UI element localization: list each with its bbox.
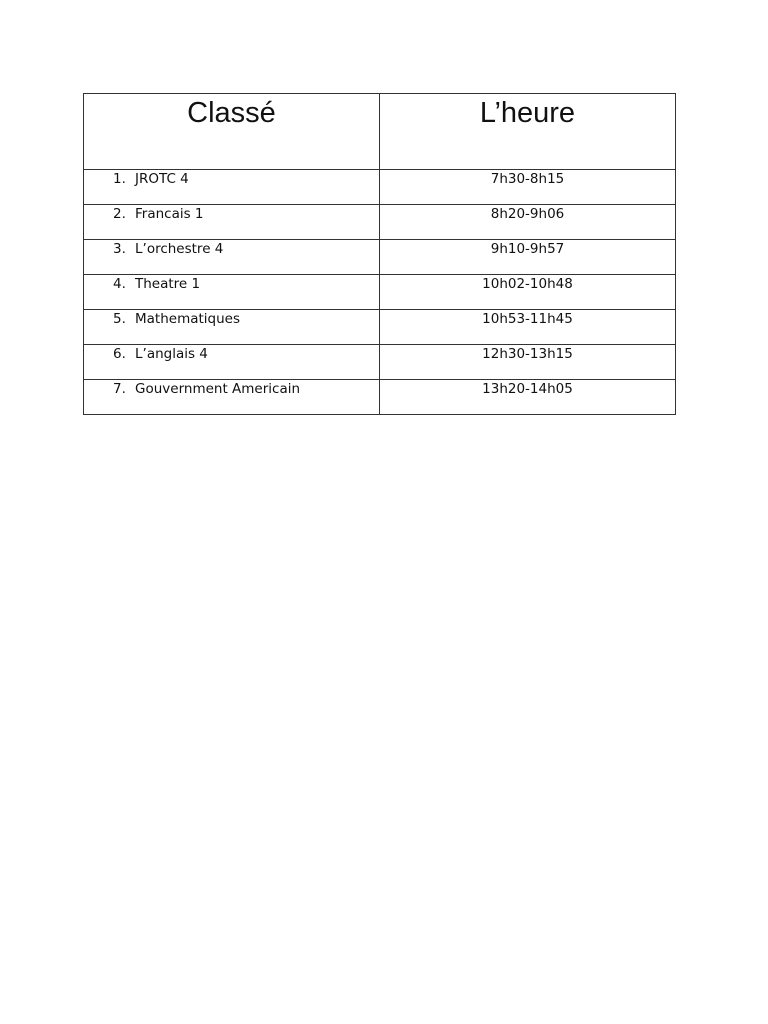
table-row xyxy=(84,310,676,345)
class-cell xyxy=(84,275,380,310)
class-name: Francais 1 xyxy=(135,206,204,222)
class-name: Gouvernment Americain xyxy=(135,381,301,397)
row-number: 3. xyxy=(113,241,126,257)
table-row xyxy=(84,170,676,205)
time-cell: 10h53-11h45 xyxy=(380,310,676,345)
class-cell xyxy=(84,170,380,205)
time-cell: 12h30-13h15 xyxy=(380,345,676,380)
row-number: 1. xyxy=(113,171,126,187)
class-cell xyxy=(84,205,380,240)
column-header-time: L’heure xyxy=(380,94,676,170)
class-cell xyxy=(84,380,380,415)
time-cell: 7h30-8h15 xyxy=(380,170,676,205)
row-number: 7. xyxy=(113,381,126,397)
class-name: L’orchestre 4 xyxy=(135,241,224,257)
table-row xyxy=(84,380,676,415)
row-number: 5. xyxy=(113,311,126,327)
table-row xyxy=(84,275,676,310)
table-row xyxy=(84,345,676,380)
row-number: 6. xyxy=(113,346,126,362)
table-header-row xyxy=(84,94,676,170)
class-cell xyxy=(84,310,380,345)
row-number: 2. xyxy=(113,206,126,222)
class-name: Mathematiques xyxy=(135,311,241,327)
class-name: L’anglais 4 xyxy=(135,346,208,362)
column-header-class: Classé xyxy=(84,94,380,170)
class-cell xyxy=(84,345,380,380)
schedule-table xyxy=(83,93,676,415)
time-cell: 13h20-14h05 xyxy=(380,380,676,415)
row-number: 4. xyxy=(113,276,126,292)
table-row xyxy=(84,240,676,275)
time-cell: 10h02-10h48 xyxy=(380,275,676,310)
class-cell xyxy=(84,240,380,275)
time-cell: 9h10-9h57 xyxy=(380,240,676,275)
class-name: Theatre 1 xyxy=(135,276,201,292)
class-name: JROTC 4 xyxy=(135,171,189,187)
time-cell: 8h20-9h06 xyxy=(380,205,676,240)
table-row xyxy=(84,205,676,240)
